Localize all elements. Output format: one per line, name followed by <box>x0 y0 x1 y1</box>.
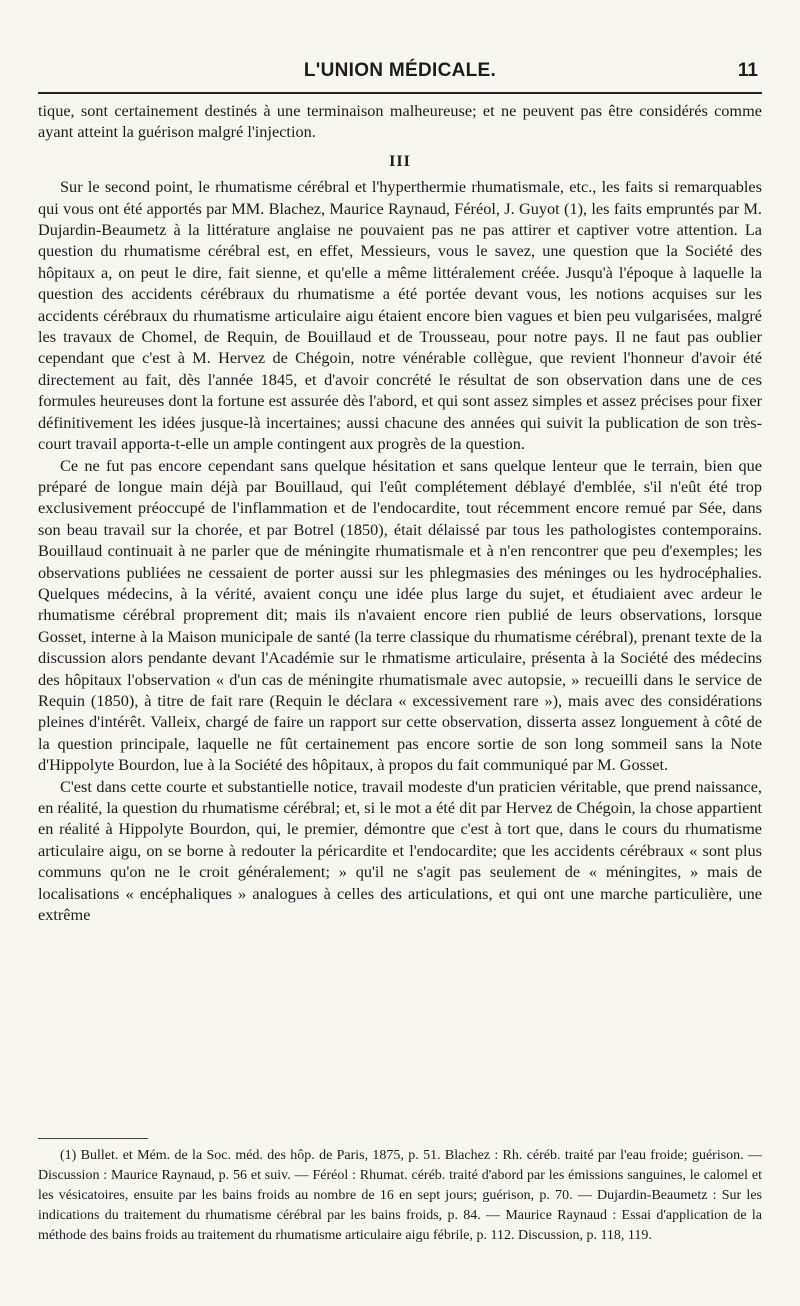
journal-page <box>38 0 762 1306</box>
running-header <box>38 60 762 86</box>
paragraph-3: Ce ne fut pas encore cependant sans quelque hésitation et sans quelque lenteur que le terrain, bien que préparé de longue main déjà par Bouillaud, qui l'eût complétement déblayé d'emblée, s'il n'eût été trop exclusivement préoccupé de l'inflammation et de l'endocardite, tout récemment encore remué par Sée, dans son beau travail sur la chorée, et par Botrel (1850), était délaissé par tous les pathologistes contemporains. Bouillaud continuait à ne parler que de méningite rhumatismale et à n'en rencontrer que peu d'exemples; les observations publiées ne cessaient de porter aussi sur les phlegmasies des méninges ou les hydrocéphalies. Quelques médecins, à la vérité, avaient conçu une idée plus large du sujet, et étudiaient avec ardeur le rhumatisme cérébral proprement dit; mais ils n'avaient encore rien publié de leurs observations, lorsque Gosset, interne à la Maison municipale de santé (la terre classique du rhumatisme cérébral), prenant texte de la discussion alors pendante devant l'Académie sur le rhmatisme articulaire, présenta à la Société des médecins des hôpitaux l'observation « d'un cas de méningite rhumatismale avec autopsie, » recueilli dans le service de Requin (1850), à titre de fait rare (Requin le déclara « excessivement rare »), mais avec des considérations pleines d'intérêt. Valleix, chargé de faire un rapport sur cette observation, disserta assez longuement à côté de la question principale, laquelle ne fût certainement pas encore sortie de son long sommeil sans la Note d'Hippolyte Bourdon, lue à la Société des hôpitaux, à propos du fait communiqué par M. Gosset. <box>38 455 762 775</box>
journal-title: L'UNION MÉDICALE. <box>303 60 497 81</box>
header-rule <box>38 92 762 94</box>
article-body <box>38 100 762 925</box>
footnote-block <box>38 1146 762 1246</box>
paragraph-4: C'est dans cette courte et substantielle notice, travail modeste d'un praticien véritable, que prend naissance, en réalité, la question du rhumatisme cérébral; et, si le mot a été dit par Hervez de Chégoin, la chose appartient en réalité à Hippolyte Bourdon, qui, le premier, démontre que c'est à tort que, dans le cours du rhumatisme articulaire aigu, on se borne à redouter la péricardite et l'endocardite; que les accidents cérébraux « sont plus communs qu'on ne le croit généralement; » qu'il ne s'agit pas seulement de « méningites, » mais de localisations « encéphaliques » analogues à celles des articulations, et qui ont une marche particulière, une extrême <box>38 776 762 925</box>
paragraph-1: tique, sont certainement destinés à une terminaison malheureuse; et ne peuvent pas être considérés comme ayant atteint la guérison malgré l'injection. <box>38 101 762 142</box>
footnote-1: (1) Bullet. et Mém. de la Soc. méd. des hôp. de Paris, 1875, p. 51. Blachez : Rh. céréb. traité par l'eau froide; guérison. — Discussion : Maurice Raynaud, p. 56 et suiv. — Féréol : Rhumat. céréb. traité d'abord par les émissions sanguines, le calomel et les vésicatoires, ensuite par les bains froids au nombre de 16 en sept jours; guérison, p. 70. — Dujardin-Beaumetz : Sur les indications du traitement du rhumatisme cérébral par les bains froids, p. 84. — Maurice Raynaud : Essai d'application de la méthode des bains froids au traitement du rhumatisme articulaire aigu fébrile, p. 112. Discussion, p. 118, 119. <box>38 1148 762 1243</box>
page-number: 11 <box>737 60 758 81</box>
footnote-rule <box>38 1138 148 1139</box>
paragraph-2: Sur le second point, le rhumatisme cérébral et l'hyperthermie rhumatismale, etc., les faits si remarquables qui vous ont été apportés par MM. Blachez, Maurice Raynaud, Féréol, J. Guyot (1), les faits empruntés par M. Dujardin-Beaumetz à la littérature anglaise ne pouvaient pas ne pas attirer et captiver votre attention. La question du rhumatisme cérébral est, en effet, Messieurs, vous le savez, une question que la Société des hôpitaux a, on peut le dire, fait sienne, et qu'elle a même littéralement créée. Jusqu'à l'époque à laquelle la question des accidents cérébraux du rhumatisme a été portée devant vous, les notions acquises sur les accidents cérébraux du rhumatisme articulaire aigu étaient encore bien vagues et bien peu vulgarisées, malgré les travaux de Chomel, de Requin, de Bouillaud et de Trousseau, pour notre pays. Il ne faut pas oublier cependant que c'est à M. Hervez de Chégoin, notre vénérable collègue, que revient l'honneur d'avoir été directement au fait, dès l'année 1845, et d'avoir concrété le résultat de son observation dans une de ces formules heureuses dont la fortune est assurée dès l'abord, et qui sont assez simples et assez précises pour fixer définitivement les idées jusque-là incertaines; aussi chacune des années qui suivit la publication de son très-court travail apporta-t-elle un ample contingent aux progrès de la question. <box>38 177 762 454</box>
section-heading: III <box>389 152 411 170</box>
